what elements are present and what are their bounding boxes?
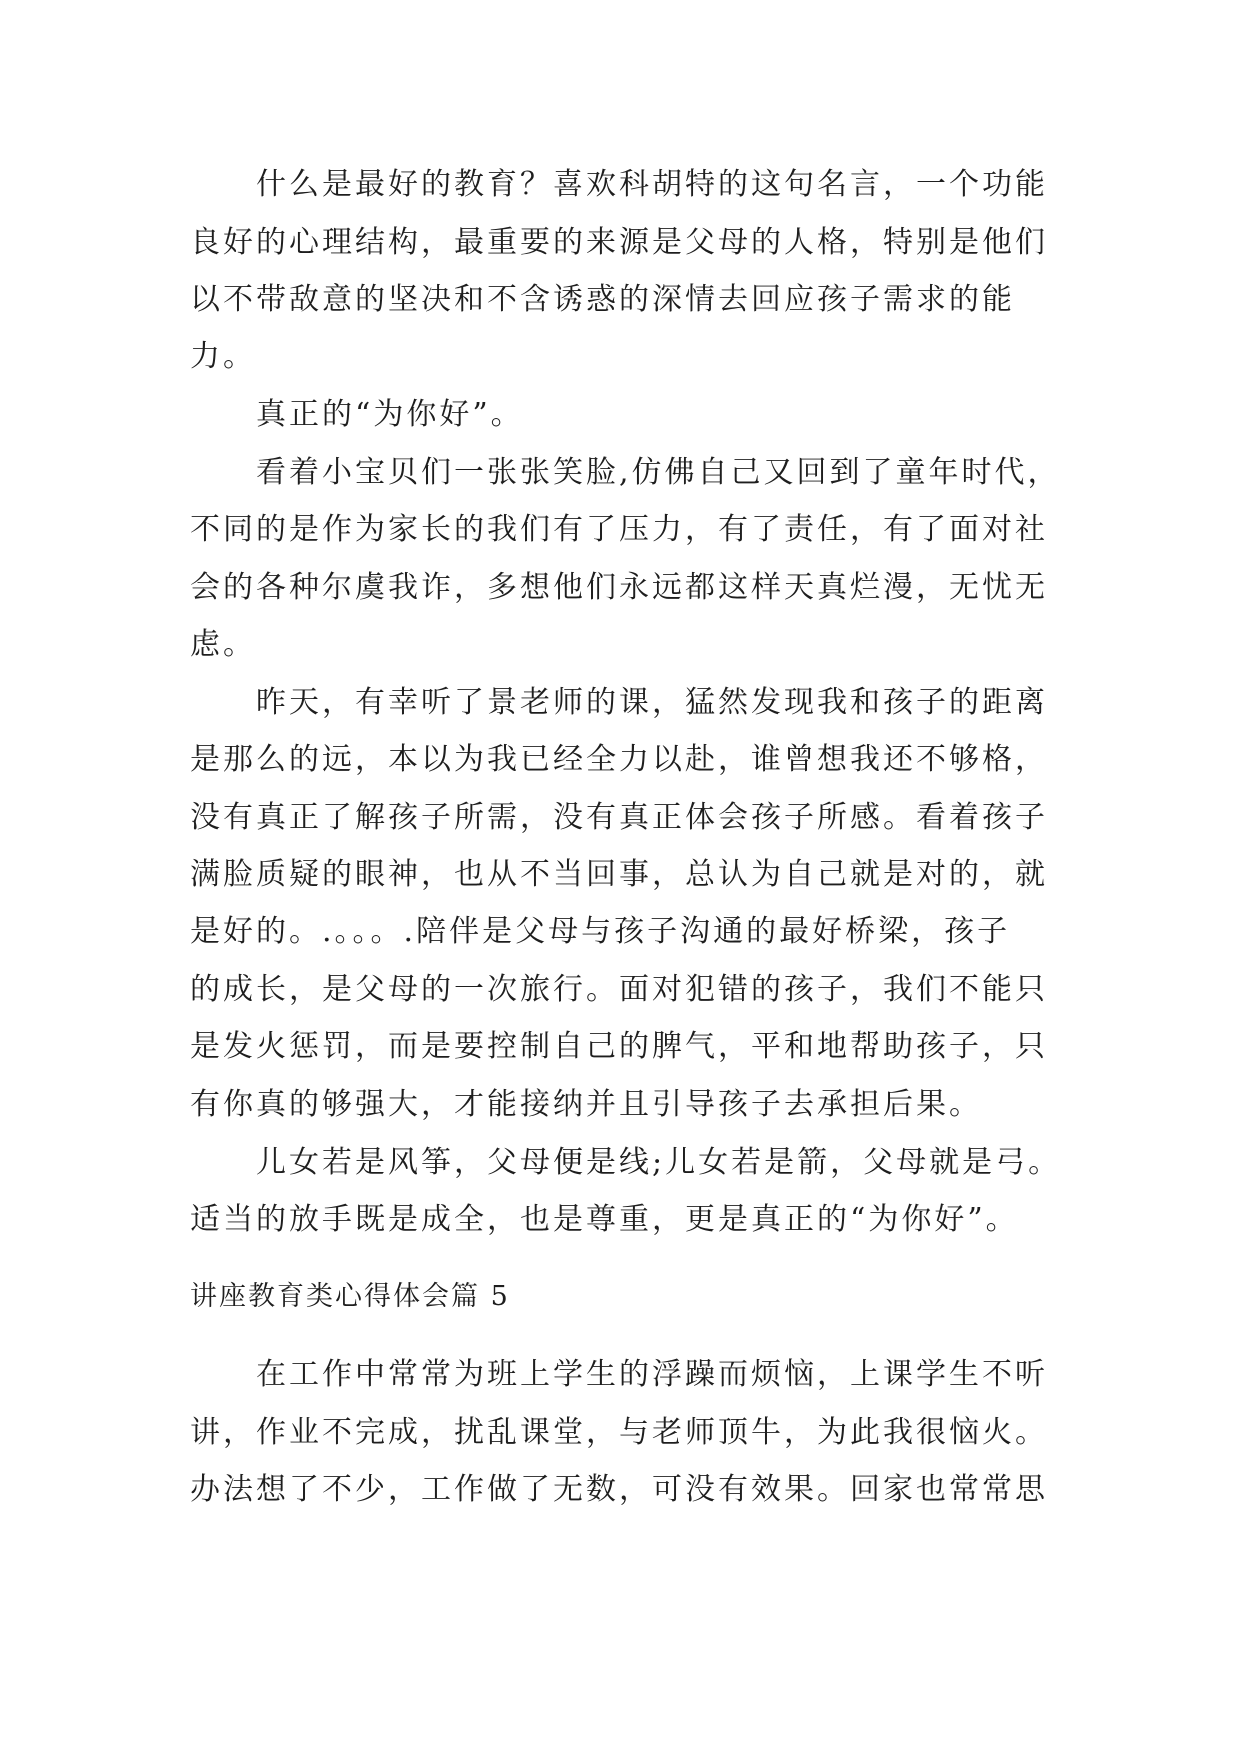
- section-heading: 讲座教育类心得体会篇 5: [190, 1281, 510, 1312]
- paragraph-line: 不同的是作为家长的我们有了压力，有了责任，有了面对社: [190, 512, 1048, 547]
- paragraph-line: 的成长，是父母的一次旅行。面对犯错的孩子，我们不能只: [190, 972, 1048, 1007]
- paragraph-line: 儿女若是风筝，父母便是线;儿女若是箭，父母就是弓。: [256, 1145, 1062, 1180]
- paragraph-line: 满脸质疑的眼神，也从不当回事，总认为自己就是对的，就: [190, 857, 1048, 892]
- paragraph-line: 是好的。.。。。.陪伴是父母与孩子沟通的最好桥梁，孩子: [190, 914, 1011, 949]
- paragraph-line: 在工作中常常为班上学生的浮躁而烦恼，上课学生不听: [256, 1357, 1048, 1392]
- paragraph-line: 是那么的远，本以为我已经全力以赴，谁曾想我还不够格，: [190, 742, 1048, 777]
- paragraph-line: 虑。: [190, 627, 256, 662]
- paragraph-line: 昨天，有幸听了景老师的课，猛然发现我和孩子的距离: [256, 685, 1048, 720]
- paragraph-line: 以不带敌意的坚决和不含诱惑的深情去回应孩子需求的能: [190, 282, 1015, 317]
- paragraph-line: 什么是最好的教育？喜欢科胡特的这句名言，一个功能: [256, 167, 1048, 202]
- paragraph-line: 适当的放手既是成全，也是尊重，更是真正的“为你好”。: [190, 1202, 1019, 1237]
- paragraph-line: 力。: [190, 339, 256, 374]
- paragraph-line: 看着小宝贝们一张张笑脸,仿佛自己又回到了童年时代，: [256, 455, 1061, 490]
- paragraph-line: 真正的“为你好”。: [256, 397, 524, 432]
- paragraph-line: 没有真正了解孩子所需，没有真正体会孩子所感。看着孩子: [190, 800, 1048, 835]
- paragraph-line: 良好的心理结构，最重要的来源是父母的人格，特别是他们: [190, 225, 1048, 260]
- paragraph-line: 有你真的够强大，才能接纳并且引导孩子去承担后果。: [190, 1087, 982, 1122]
- paragraph-line: 讲，作业不完成，扰乱课堂，与老师顶牛，为此我很恼火。: [190, 1415, 1048, 1450]
- paragraph-line: 办法想了不少，工作做了无数，可没有效果。回家也常常思: [190, 1472, 1048, 1507]
- paragraph-line: 是发火惩罚，而是要控制自己的脾气，平和地帮助孩子，只: [190, 1029, 1048, 1064]
- paragraph-line: 会的各种尔虞我诈，多想他们永远都这样天真烂漫，无忧无: [190, 570, 1048, 605]
